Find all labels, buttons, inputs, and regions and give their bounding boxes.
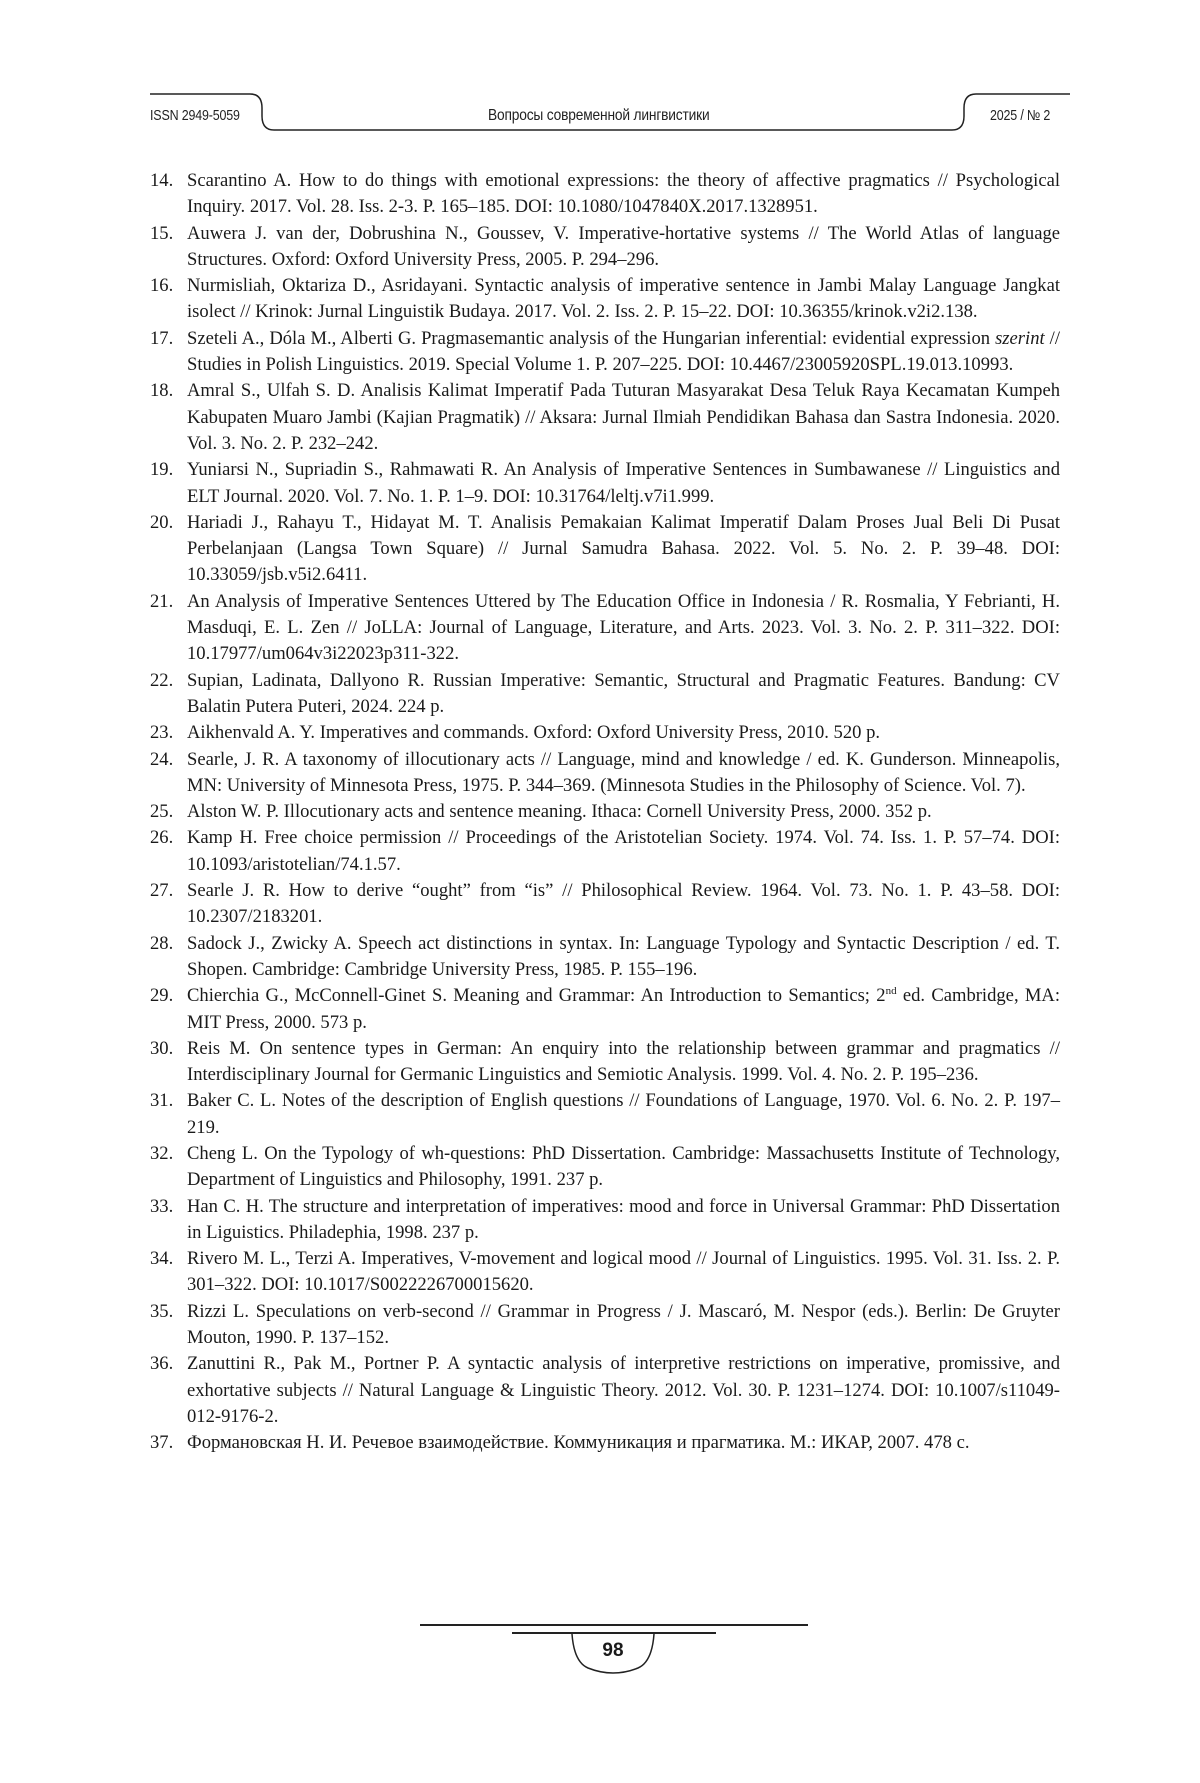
reference-text-part: ed. Cambridge, MA: MIT Press, 2000. 573 p. (187, 985, 1060, 1032)
reference-text: Supian, Ladinata, Dallyono R. Russian Imperative: Semantic, Structural and Pragmatic Features. Bandung: CV Balatin Putera Puteri, 2024. 224 p. (187, 670, 1060, 717)
reference-text: Rivero M. L., Terzi A. Imperatives, V-movement and logical mood // Journal of Linguistics. 1995. Vol. 31. Iss. 2. P. 301–322. DOI: 10.1017/S0022226700015620. (187, 1248, 1060, 1295)
reference-number: 30. (150, 1036, 173, 1062)
reference-number: 25. (150, 799, 173, 825)
reference-text (187, 328, 1060, 375)
reference-item (150, 1194, 1060, 1247)
reference-item (150, 589, 1060, 668)
reference-item (150, 1036, 1060, 1089)
reference-item (150, 378, 1060, 457)
reference-number: 33. (150, 1194, 173, 1220)
reference-number: 26. (150, 825, 173, 851)
reference-text: Формановская Н. И. Речевое взаимодействие. Коммуникация и прагматика. М.: ИКАР, 2007. 478 с. (187, 1432, 969, 1453)
reference-number: 23. (150, 720, 173, 746)
reference-number: 22. (150, 668, 173, 694)
reference-text: Zanuttini R., Pak M., Portner P. A syntactic analysis of interpretive restrictions on imperative, promissive, and exhortative subjects // Natural Language & Linguistic Theory. 2012. Vol. 30. P. 1231–1274. DOI: 10.1007/s11049-012-9176-2. (187, 1353, 1060, 1427)
reference-text-part: Szeteli A., Dóla M., Alberti G. Pragmasemantic analysis of the Hungarian inferential: evidential expression (187, 328, 995, 349)
reference-item (150, 878, 1060, 931)
reference-number: 31. (150, 1088, 173, 1114)
reference-text: Aikhenvald A. Y. Imperatives and commands. Oxford: Oxford University Press, 2010. 520 p. (187, 722, 880, 743)
reference-text-part: // Studies in Polish Linguistics. 2019. Special Volume 1. P. 207–225. DOI: 10.4467/23005920SPL.19.013.10993. (187, 328, 1060, 375)
reference-item (150, 457, 1060, 510)
running-header (150, 88, 1070, 144)
page-number: 98 (568, 1640, 658, 1662)
reference-item (150, 168, 1060, 221)
reference-number: 37. (150, 1430, 173, 1456)
reference-number: 14. (150, 168, 173, 194)
reference-text: Auwera J. van der, Dobrushina N., Goussev, V. Imperative-hortative systems // The World Atlas of language Structures. Oxford: Oxford University Press, 2005. P. 294–296. (187, 223, 1060, 270)
reference-item (150, 1351, 1060, 1430)
reference-text: Searle, J. R. A taxonomy of illocutionary acts // Language, mind and knowledge / ed. K. Gunderson. Minneapolis, MN: University of Minnesota Press, 1975. P. 344–369. (Minnesota Studies in the Philosophy of Science. Vol. 7). (187, 749, 1060, 796)
reference-text: Han C. H. The structure and interpretation of imperatives: mood and force in Universal Grammar: PhD Dissertation in Liguistics. Philadephia, 1998. 237 p. (187, 1196, 1060, 1243)
reference-text: Baker C. L. Notes of the description of English questions // Foundations of Language, 1970. Vol. 6. No. 2. P. 197–219. (187, 1090, 1060, 1137)
reference-item (150, 326, 1060, 379)
journal-title: Вопросы современной лингвистики (488, 107, 710, 125)
reference-item (150, 1141, 1060, 1194)
reference-text: Nurmisliah, Oktariza D., Asridayani. Syntactic analysis of imperative sentence in Jambi Malay Language Jangkat isolect // Krinok: Jurnal Linguistik Budaya. 2017. Vol. 2. Iss. 2. P. 15–22. DOI: 10.36355/krinok.v2i2.138. (187, 275, 1060, 322)
reference-text: Sadock J., Zwicky A. Speech act distinctions in syntax. In: Language Typology and Syntactic Description / ed. T. Shopen. Cambridge: Cambridge University Press, 1985. P. 155–196. (187, 933, 1060, 980)
reference-italic-term: szerint (995, 328, 1045, 349)
reference-number: 17. (150, 326, 173, 352)
reference-item (150, 510, 1060, 589)
reference-number: 21. (150, 589, 173, 615)
reference-number: 15. (150, 221, 173, 247)
reference-number: 36. (150, 1351, 173, 1377)
reference-item (150, 799, 1060, 825)
reference-number: 24. (150, 747, 173, 773)
reference-number: 32. (150, 1141, 173, 1167)
page-number-badge (568, 1634, 658, 1680)
reference-item (150, 1299, 1060, 1352)
reference-item (150, 1088, 1060, 1141)
reference-text: Alston W. P. Illocutionary acts and sentence meaning. Ithaca: Cornell University Press, 2000. 352 p. (187, 801, 932, 822)
reference-text: An Analysis of Imperative Sentences Uttered by The Education Office in Indonesia / R. Rosmalia, Y Febrianti, H. Masduqi, E. L. Zen // JoLLA: Journal of Language, Literature, and Arts. 2023. Vol. 3. No. 2. P. 311–322. DOI: 10.17977/um064v3i22023p311-322. (187, 591, 1060, 665)
reference-text-part: Chierchia G., McConnell-Ginet S. Meaning and Grammar: An Introduction to Semantics; 2 (187, 985, 886, 1006)
reference-text: Hariadi J., Rahayu T., Hidayat M. T. Analisis Pemakaian Kalimat Imperatif Dalam Proses Jual Beli Di Pusat Perbelanjaan (Langsa Town Square) // Jurnal Samudra Bahasa. 2022. Vol. 5. No. 2. P. 39–48. DOI: 10.33059/jsb.v5i2.6411. (187, 512, 1060, 586)
reference-number: 35. (150, 1299, 173, 1325)
reference-number: 18. (150, 378, 173, 404)
reference-item (150, 983, 1060, 1036)
reference-item (150, 747, 1060, 800)
reference-text: Scarantino A. How to do things with emotional expressions: the theory of affective pragmatics // Psychological Inquiry. 2017. Vol. 28. Iss. 2-3. P. 165–185. DOI: 10.1080/1047840X.2017.1328951. (187, 170, 1060, 217)
reference-text: Reis M. On sentence types in German: An enquiry into the relationship between grammar and pragmatics // Interdisciplinary Journal for Germanic Linguistics and Semiotic Analysis. 1999. Vol. 4. No. 2. P. 195–236. (187, 1038, 1060, 1085)
reference-text (187, 985, 1060, 1032)
reference-item (150, 1246, 1060, 1299)
reference-number: 20. (150, 510, 173, 536)
issn-label: ISSN 2949-5059 (150, 108, 240, 124)
reference-text: Searle J. R. How to derive “ought” from “is” // Philosophical Review. 1964. Vol. 73. No. 1. P. 43–58. DOI: 10.2307/2183201. (187, 880, 1060, 927)
reference-item (150, 1430, 1060, 1456)
reference-item (150, 221, 1060, 274)
reference-number: 19. (150, 457, 173, 483)
reference-list (150, 168, 1060, 1457)
reference-item (150, 720, 1060, 746)
reference-number: 16. (150, 273, 173, 299)
reference-number: 27. (150, 878, 173, 904)
reference-item (150, 273, 1060, 326)
reference-number: 34. (150, 1246, 173, 1272)
issue-label: 2025 / № 2 (990, 108, 1050, 124)
reference-number: 29. (150, 983, 173, 1009)
reference-item (150, 668, 1060, 721)
reference-text: Kamp H. Free choice permission // Proceedings of the Aristotelian Society. 1974. Vol. 74. Iss. 1. P. 57–74. DOI: 10.1093/aristotelian/74.1.57. (187, 827, 1060, 874)
reference-text: Amral S., Ulfah S. D. Analisis Kalimat Imperatif Pada Tuturan Masyarakat Desa Teluk Raya Kecamatan Kumpeh Kabupaten Muaro Jambi (Kajian Pragmatik) // Aksara: Jurnal Ilmiah Pendidikan Bahasa dan Sastra Indonesia. 2020. Vol. 3. No. 2. P. 232–242. (187, 380, 1060, 454)
reference-number: 28. (150, 931, 173, 957)
reference-item (150, 825, 1060, 878)
reference-item (150, 931, 1060, 984)
footer-rule-upper (420, 1624, 808, 1626)
reference-superscript: nd (886, 985, 897, 997)
reference-text: Cheng L. On the Typology of wh-questions: PhD Dissertation. Cambridge: Massachusetts Institute of Technology, Department of Linguistics and Philosophy, 1991. 237 p. (187, 1143, 1060, 1190)
reference-text: Rizzi L. Speculations on verb-second // Grammar in Progress / J. Mascaró, M. Nespor (eds.). Berlin: De Gruyter Mouton, 1990. P. 137–152. (187, 1301, 1060, 1348)
reference-text: Yuniarsi N., Supriadin S., Rahmawati R. An Analysis of Imperative Sentences in Sumbawanese // Linguistics and ELT Journal. 2020. Vol. 7. No. 1. P. 1–9. DOI: 10.31764/leltj.v7i1.999. (187, 459, 1060, 506)
